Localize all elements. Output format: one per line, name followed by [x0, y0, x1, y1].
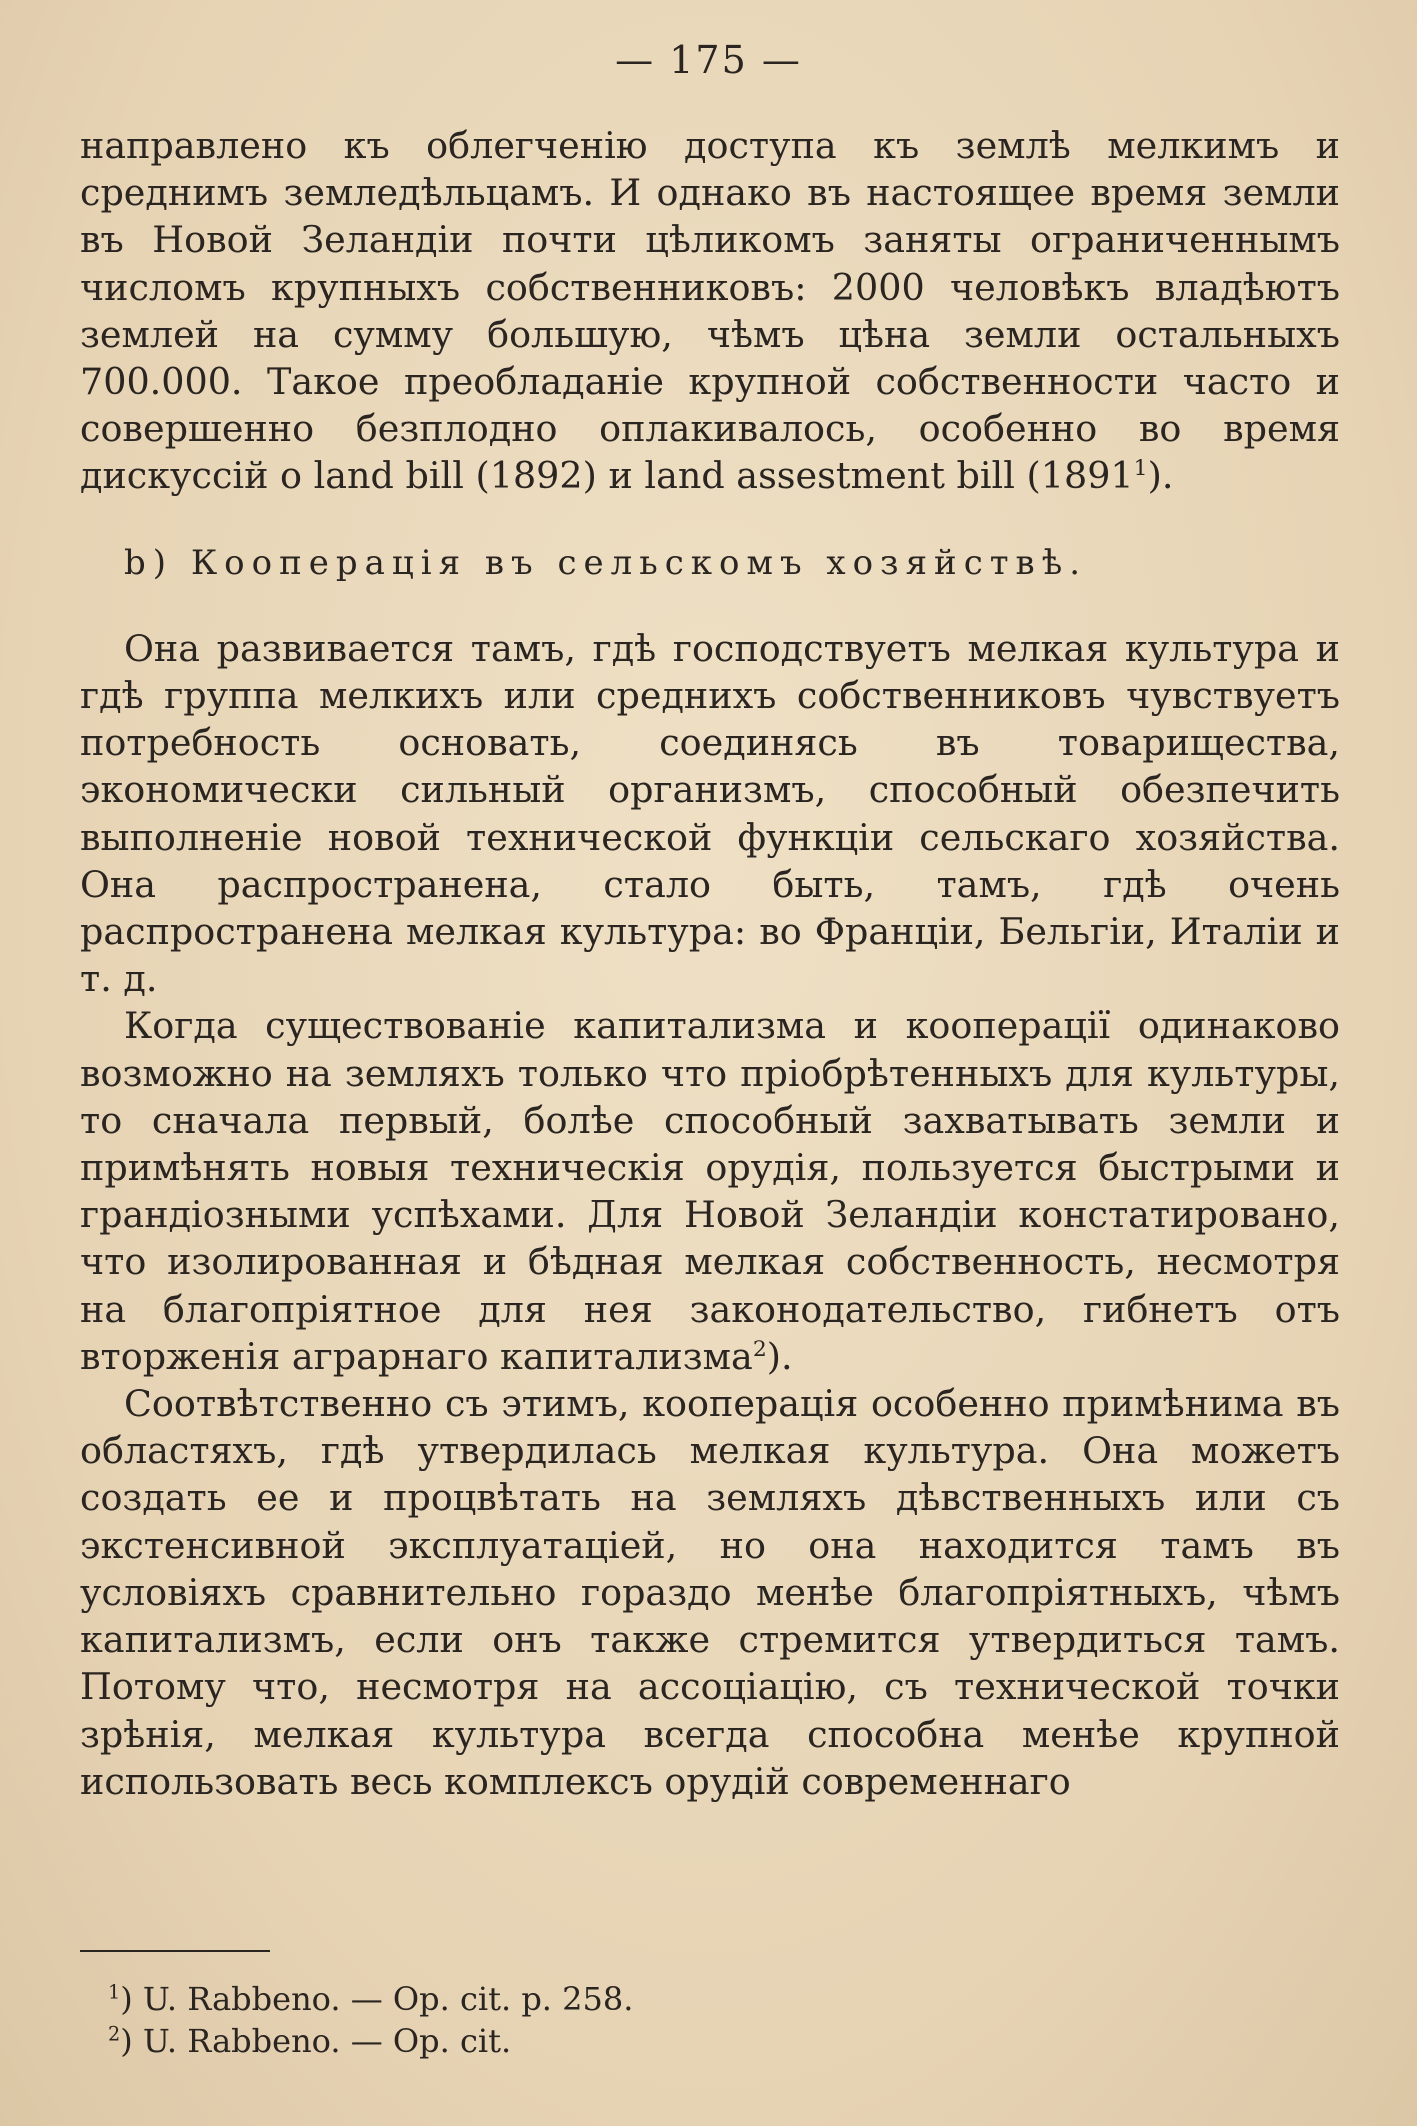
paragraph-1-end: ).: [1147, 454, 1174, 498]
section-heading: b) Кооперація въ сельскомъ хозяйствѣ.: [124, 542, 1088, 583]
paragraph-3-text: Когда существованіе капитализма и кооперації одинаково возможно на земляхъ только что пріобрѣтенныхъ для культуры, то сначала первый, болѣе способный захватывать земли и примѣнять новыя техническія орудія, пользуется быстрыми и грандіозными успѣхами. Для Новой Зеландіи констатировано, что изолированная и бѣдная мелкая собственность, несмотря на благопріятное для нея законодательство, гибнетъ отъ вторженія аграрнаго капитализма: [80, 1004, 1340, 1378]
paragraph-3-end: ).: [766, 1334, 793, 1378]
paragraph-1: [80, 122, 1340, 500]
footnote-1-marker: 1: [108, 1980, 121, 2004]
paragraph-2: Она развивается тамъ, гдѣ господствуетъ мелкая культура и гдѣ группа мелкихъ или среднихъ собственниковъ чувствуетъ потребность основать, соединясь въ товарищества, экономически сильный организмъ, способный обезпечить выполненіе новой технической функціи сельскаго хозяйства. Она распространена, стало быть, тамъ, гдѣ очень распространена мелкая культура: во Франціи, Бельгіи, Италіи и т. д.: [80, 626, 1340, 1001]
paragraph-4: Соотвѣтственно съ этимъ, кооперація особенно примѣнима въ областяхъ, гдѣ утвердилась мелкая культура. Она можетъ создать ее и процвѣтать на земляхъ дѣвственныхъ или съ экстенсивной эксплуатаціей, но она находится тамъ въ условіяхъ сравнительно гораздо менѣе благопріятныхъ, чѣмъ капитализмъ, если онъ также стремится утвердиться тамъ. Потому что, несмотря на ассоціацію, съ технической точки зрѣнія, мелкая культура всегда способна менѣе крупной использовать весь комплексъ орудій современнаго: [80, 1382, 1340, 1803]
footnote-2-text: U. Rabbeno. — Op. cit.: [142, 2022, 512, 2060]
body-text: [80, 122, 1340, 1805]
page-number: — 175 —: [615, 38, 802, 82]
footnote-divider: [80, 1950, 270, 1952]
footnote-2-marker: 2: [108, 2022, 121, 2046]
footnote-ref-1: 1: [1133, 456, 1148, 482]
paragraph-3: [80, 1002, 1340, 1380]
footnote-ref-2: 2: [752, 1336, 767, 1362]
footnote-1: $^1$) U. Rabbeno. — Op. cit. p. 258.: [108, 1980, 634, 2018]
footnote-2: $^2$) U. Rabbeno. — Op. cit.: [108, 2022, 512, 2060]
footnotes: [108, 1978, 1308, 2062]
paragraph-1-text: направлено къ облегченію доступа къ землѣ мелкимъ и среднимъ земледѣльцамъ. И однако въ настоящее время земли въ Новой Зеландіи почти цѣликомъ заняты ограниченнымъ числомъ крупныхъ собственниковъ: 2000 человѣкъ владѣютъ землей на сумму большую, чѣмъ цѣна земли остальныхъ 700.000. Такое преобладаніе крупной собственности часто и совершенно безплодно оплакивалось, особенно во время дискуссій о land bill (1892) и land assestment bill (1891: [80, 124, 1340, 498]
footnote-1-text: U. Rabbeno. — Op. cit. p. 258.: [142, 1980, 634, 2018]
